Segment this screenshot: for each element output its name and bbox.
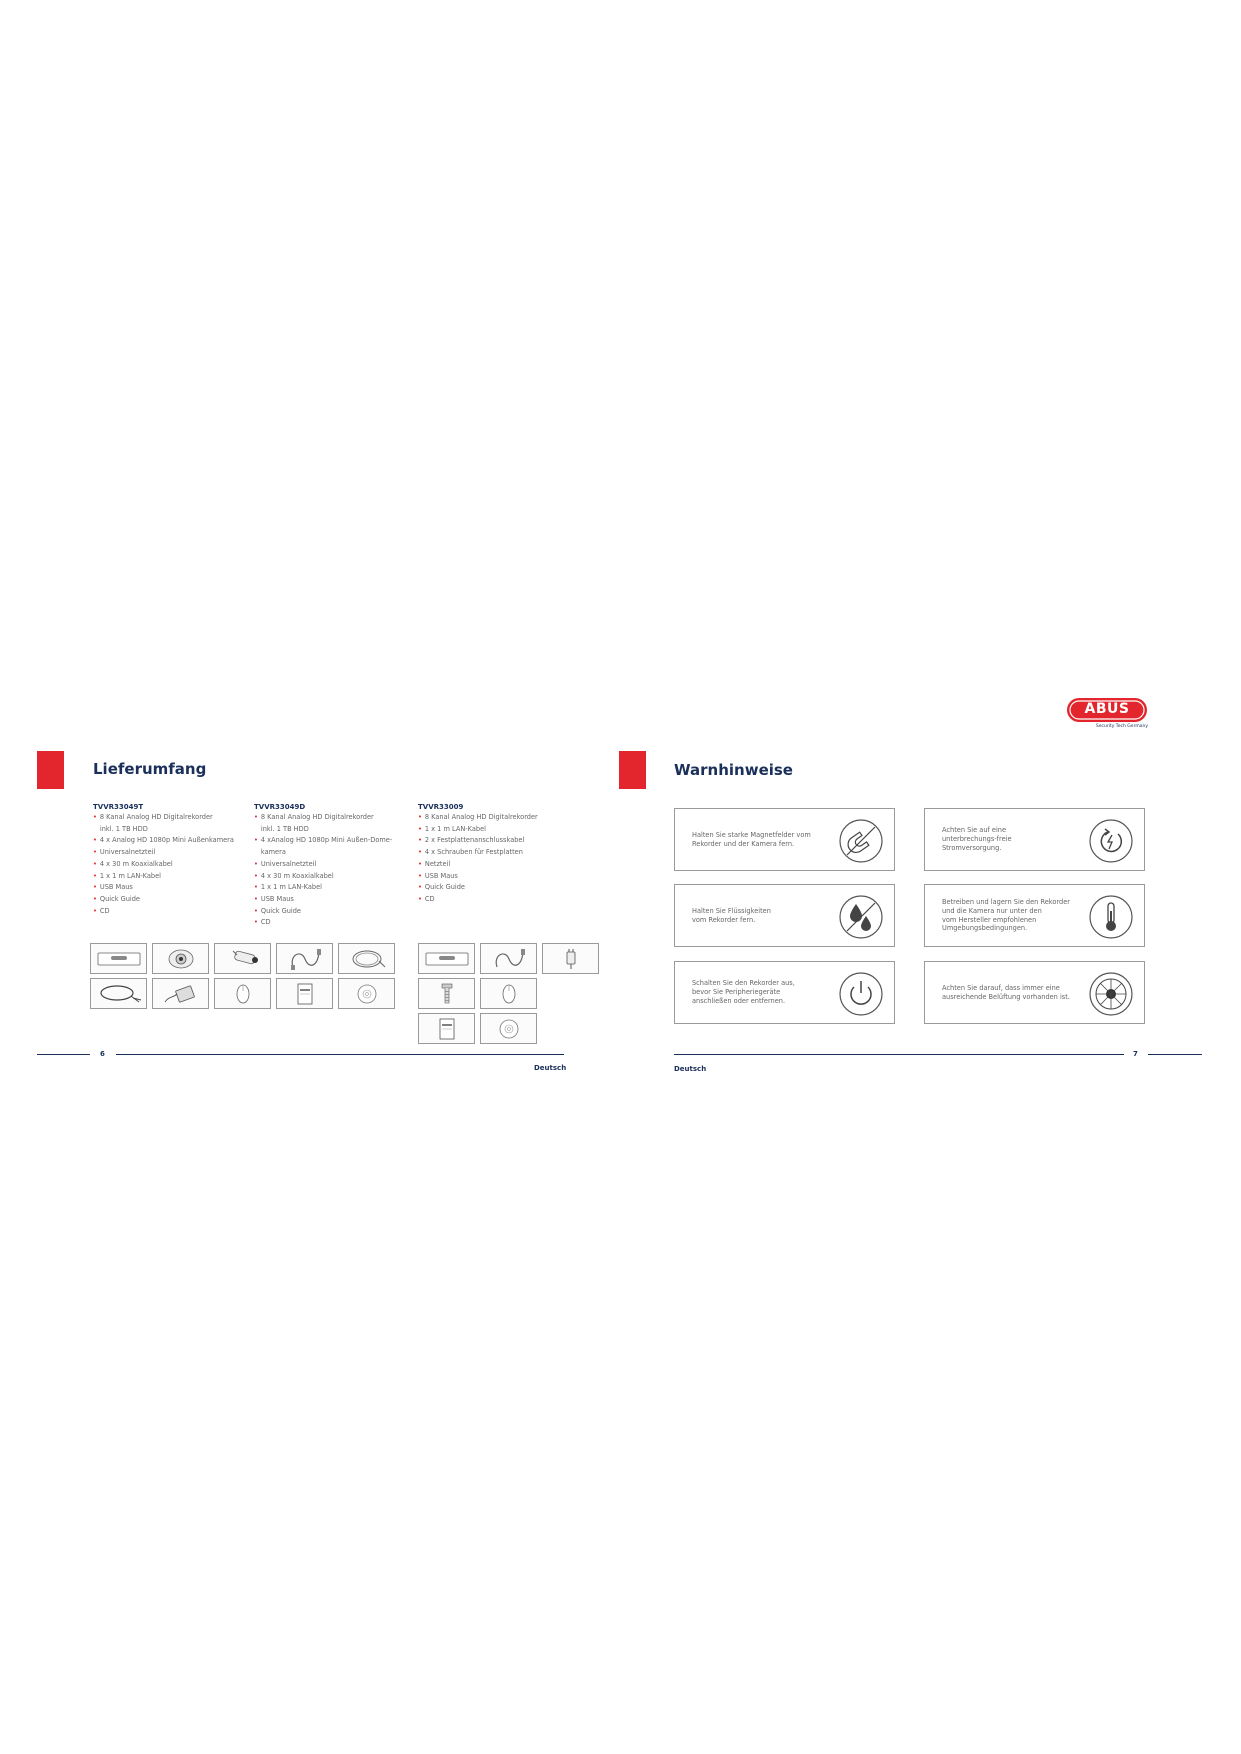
list-item: • 8 Kanal Analog HD Digitalrekorder bbox=[93, 813, 213, 821]
list-item: kamera bbox=[260, 848, 286, 857]
warning-text: Achten Sie darauf, dass immer eine ausreichende Belüftung vorhanden ist. bbox=[942, 983, 1070, 1001]
bullet-camera-icon bbox=[219, 947, 267, 971]
list-item: • Quick Guide bbox=[418, 883, 465, 892]
footer-rule-left-b bbox=[116, 1054, 564, 1055]
page-heading-lieferumfang: Lieferumfang bbox=[93, 760, 207, 778]
list-item: • 4 x Analog HD 1080p Mini Außenkamera bbox=[93, 836, 234, 845]
quick-guide-image bbox=[276, 978, 333, 1009]
warning-text: Halten Sie Flüssigkeiten vom Rekorder fern. bbox=[692, 906, 771, 924]
warning-liquid bbox=[674, 884, 895, 947]
no-liquid-icon bbox=[838, 894, 884, 940]
usb-mouse-image bbox=[214, 978, 271, 1009]
coax-cable-image bbox=[338, 943, 395, 974]
coax-cable-long-icon bbox=[95, 982, 143, 1006]
recorder-image bbox=[418, 943, 475, 974]
model-label-1: TVVR33049T bbox=[93, 803, 144, 811]
list-item: • 8 Kanal Analog HD Digitalrekorder bbox=[418, 813, 538, 821]
list-item: • 4 x 30 m Koaxialkabel bbox=[254, 871, 334, 880]
model-label-2: TVVR33049D bbox=[254, 803, 306, 811]
power-adapter-icon bbox=[157, 982, 205, 1006]
mouse-icon bbox=[485, 982, 533, 1006]
list-item: • CD bbox=[254, 918, 271, 927]
warning-text: Betreiben und lagern Sie den Rekorder und die Kamera nur unter den vom Hersteller empfohlenen Umgebungsbedingungen. bbox=[942, 897, 1070, 933]
item-list-2 bbox=[254, 812, 392, 929]
list-item: • 8 Kanal Analog HD Digitalrekorder bbox=[254, 813, 374, 821]
list-item: • 1 x 1 m LAN-Kabel bbox=[418, 824, 486, 833]
screws-image bbox=[418, 978, 475, 1009]
dome-camera-icon bbox=[157, 947, 205, 971]
power-adapter-image bbox=[152, 978, 209, 1009]
list-item: • 4 xAnalog HD 1080p Mini Außen-Dome- bbox=[254, 836, 393, 845]
lan-cable-icon bbox=[485, 947, 533, 971]
quick-guide-image bbox=[418, 1013, 475, 1044]
list-item: • Quick Guide bbox=[254, 906, 301, 915]
footer-rule-right-b bbox=[1148, 1054, 1202, 1055]
list-item: • Netzteil bbox=[418, 859, 451, 868]
item-list-3 bbox=[418, 812, 538, 906]
lan-cable-icon bbox=[281, 947, 329, 971]
coax-cable-icon bbox=[343, 947, 391, 971]
warning-ventilation bbox=[924, 961, 1145, 1024]
list-item: • USB Maus bbox=[418, 871, 458, 880]
warning-power-supply bbox=[924, 808, 1145, 871]
page-number-left: 6 bbox=[100, 1050, 105, 1058]
logo-tagline: Security Tech Germany bbox=[1095, 724, 1148, 729]
list-item: inkl. 1 TB HDD bbox=[99, 824, 148, 833]
logo-brand: ABUS bbox=[1084, 701, 1130, 717]
fan-icon bbox=[1088, 971, 1134, 1017]
footer-rule-left-a bbox=[37, 1054, 90, 1055]
bullet-camera-image bbox=[214, 943, 271, 974]
thermometer-icon bbox=[1088, 894, 1134, 940]
cd-image bbox=[480, 1013, 537, 1044]
list-item: • CD bbox=[418, 894, 435, 903]
coax-cable-long-image bbox=[90, 978, 147, 1009]
booklet-icon bbox=[423, 1017, 471, 1041]
list-item: • USB Maus bbox=[93, 883, 133, 892]
page-number-right: 7 bbox=[1133, 1050, 1138, 1058]
language-label-right: Deutsch bbox=[674, 1065, 707, 1073]
power-supply-image bbox=[542, 943, 599, 974]
list-item: • Quick Guide bbox=[93, 894, 140, 903]
list-item: • USB Maus bbox=[254, 894, 294, 903]
power-supply-icon bbox=[1088, 818, 1134, 864]
warning-power-off bbox=[674, 961, 895, 1024]
page-heading-warnhinweise: Warnhinweise bbox=[674, 761, 793, 779]
warning-text: Schalten Sie den Rekorder aus, bevor Sie Peripheriegeräte anschließen oder entfernen. bbox=[692, 979, 795, 1005]
screw-icon bbox=[423, 982, 471, 1006]
power-button-icon bbox=[838, 971, 884, 1017]
model-label-3: TVVR33009 bbox=[418, 803, 464, 811]
warning-text: Halten Sie starke Magnetfelder vom Rekorder und der Kamera fern. bbox=[692, 830, 811, 848]
warning-magnet bbox=[674, 808, 895, 871]
language-label-left: Deutsch bbox=[534, 1064, 567, 1072]
cd-icon bbox=[485, 1017, 533, 1041]
cd-image bbox=[338, 978, 395, 1009]
recorder-icon bbox=[423, 947, 471, 971]
magnet-icon bbox=[838, 818, 884, 864]
booklet-icon bbox=[281, 982, 329, 1006]
list-item: • 1 x 1 m LAN-Kabel bbox=[93, 871, 161, 880]
recorder-image bbox=[90, 943, 147, 974]
list-item: • 2 x Festplattenanschlusskabel bbox=[418, 836, 525, 845]
usb-mouse-image bbox=[480, 978, 537, 1009]
list-item: • Universalnetzteil bbox=[93, 848, 156, 857]
lan-cable-image bbox=[480, 943, 537, 974]
lan-cable-image bbox=[276, 943, 333, 974]
footer-rule-right-a bbox=[674, 1054, 1124, 1055]
list-item: inkl. 1 TB HDD bbox=[260, 824, 309, 833]
list-item: • 4 x Schrauben für Festplatten bbox=[418, 848, 523, 857]
section-marker-right bbox=[619, 751, 646, 789]
dome-camera-image bbox=[152, 943, 209, 974]
mouse-icon bbox=[219, 982, 267, 1006]
section-marker-left bbox=[37, 751, 64, 789]
item-list-1 bbox=[93, 812, 234, 917]
list-item: • Universalnetzteil bbox=[254, 859, 317, 868]
list-item: • 1 x 1 m LAN-Kabel bbox=[254, 883, 322, 892]
warning-environment bbox=[924, 884, 1145, 947]
warning-text: Achten Sie auf eine unterbrechungs-freie Stromversorgung. bbox=[942, 826, 1012, 852]
list-item: • 4 x 30 m Koaxialkabel bbox=[93, 859, 173, 868]
cd-icon bbox=[343, 982, 391, 1006]
abus-logo bbox=[1066, 697, 1148, 733]
power-plug-icon bbox=[547, 947, 595, 971]
recorder-icon bbox=[95, 947, 143, 971]
list-item: • CD bbox=[93, 906, 110, 915]
